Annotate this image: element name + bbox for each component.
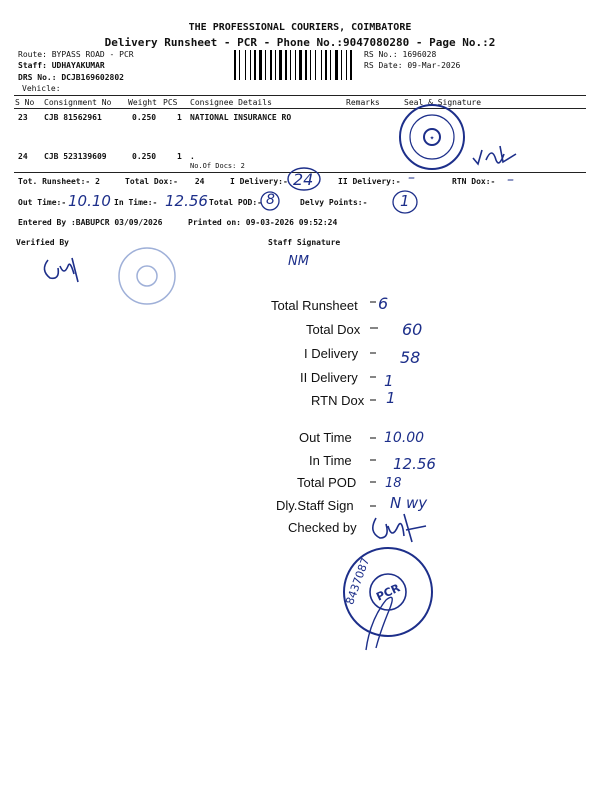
col-pcs: PCS [163,98,178,107]
summary-value-dly-staff-sign: N wy [390,494,428,512]
row1-pcs: 1 [177,113,182,122]
barcode-bar [250,50,251,80]
runsheet-title: Delivery Runsheet - PCR - Phone No.:9047080280 - Page No.:2 [104,36,496,49]
summary-label-i-delivery: I Delivery [304,346,359,361]
staff-label: Staff: [18,61,47,70]
col-remarks: Remarks [346,98,380,107]
summary-label-total-runsheet: Total Runsheet [271,298,358,313]
staff-initials: NM [288,254,309,269]
barcode-bar [295,50,296,80]
barcode-bar [323,50,324,80]
barcode-bar [254,50,256,80]
vehicle-label: Vehicle: [22,84,61,93]
summary-value-total-pod: 18 [385,476,402,491]
svg-text:✦: ✦ [429,135,435,142]
summary-label-checked-by: Checked by [288,520,357,535]
row2-sno: 24 [18,152,28,161]
col-consignment: Consignment No [44,98,112,107]
summary-value-total-dox: 60 [402,320,423,339]
barcode-bar [297,50,298,80]
barcode-bar [303,50,304,80]
barcode-bar [270,50,272,80]
rs-date-label: RS Date: [364,61,403,70]
summary-value-i-delivery: 58 [400,348,421,367]
barcode-bar [241,50,244,80]
barcode-bar [265,50,266,80]
barcode-bar [275,50,276,80]
summary-label-ii-delivery: II Delivery [300,370,358,385]
table-header-rule [14,108,586,109]
barcode-bar [257,50,258,80]
ii-delivery-label: II Delivery:- [338,177,401,186]
row2-docs: No.Of Docs: 2 [190,162,245,170]
barcode-bar [247,50,249,80]
printed-on: Printed on: 09-03-2026 09:52:24 [188,218,338,227]
staff-signature-label: Staff Signature [268,238,341,247]
barcode-bar [346,50,347,80]
total-pod-circle [259,190,281,212]
out-time-label: Out Time:- [18,198,67,207]
summary-label-total-dox: Total Dox [306,322,361,337]
drs-row [18,73,124,82]
summary-value-rtn-dox: 1 [386,389,396,407]
col-consignee: Consignee Details [190,98,272,107]
row-signature [470,140,520,170]
summary-label-total-pod: Total POD [297,475,357,490]
barcode-bar [290,50,291,80]
row1-consignee: NATIONAL INSURANCE RO [190,113,292,122]
barcode-bar [252,50,253,80]
barcode-bar [332,50,334,80]
company-name: THE PROFESSIONAL COURIERS, COIMBATORE [188,22,412,33]
barcode-bar [288,50,289,80]
barcode-bar [341,50,342,80]
barcode-bar [348,50,349,80]
row2-pcs: 1 [177,152,182,161]
rs-date-row [364,61,460,70]
drs-value: DCJB169602802 [61,73,124,82]
i-delivery-label: I Delivery:- [230,177,288,186]
barcode-bar [259,50,262,80]
tot-runsheet-label: Tot. Runsheet:- [18,177,91,186]
barcode-bar [273,50,274,80]
barcode-bar [292,50,294,80]
col-seal: Seal & Signature [404,98,482,107]
barcode-bar [317,50,320,80]
entered-by: Entered By :BABUPCR 03/09/2026 [18,218,163,227]
row1-consignment: CJB 81562961 [44,113,102,122]
summary-label-out-time: Out Time [299,430,352,445]
col-sno: S No [15,98,35,107]
tot-runsheet-row [18,177,100,186]
barcode-bar [245,50,246,80]
verified-by-label: Verified By [16,238,69,247]
route-row [18,50,134,59]
summary-value-total-runsheet: 6 [378,294,389,313]
barcode-bar [315,50,316,80]
delvy-points-value: 1 [400,192,410,210]
pcr-round-stamp [336,540,446,650]
barcode-bar [353,50,354,80]
barcode-bar [283,50,284,80]
barcode-bar [267,50,269,80]
route-label: Route: [18,50,47,59]
rtn-dox-value: – [507,172,514,188]
row2-weight: 0.250 [132,152,157,161]
rs-no-value: 1696028 [402,50,437,59]
total-dox-label: Total Dox:- [125,177,178,186]
barcode-bar [299,50,302,80]
barcode-bar [343,50,345,80]
barcode-bar [328,50,329,80]
summary-label-dly-staff-sign: Dly.Staff Sign [276,498,354,513]
summary-label-in-time: In Time [309,453,352,468]
total-pod-value: 8 [266,192,275,208]
col-weight: Weight [128,98,157,107]
staff-row [18,61,105,70]
row1-sno: 23 [18,113,28,122]
tot-runsheet-value: 2 [95,177,100,186]
table-top-rule [14,95,586,96]
barcode [234,50,360,80]
row2-consignee: . [190,152,195,161]
total-dox-value: 24 [194,177,205,186]
company-seal-stamp [392,102,472,172]
ii-delivery-value: – [408,170,415,186]
delvy-points-circle [390,188,420,216]
rs-no-label: RS No.: [364,50,398,59]
barcode-bar [234,50,236,80]
barcode-bar [312,50,314,80]
barcode-bar [277,50,278,80]
total-dox-row [125,177,204,186]
out-time-value: 10.10 [68,192,111,210]
rtn-dox-label: RTN Dox:- [452,177,496,186]
drs-label: DRS No.: [18,73,57,82]
summary-label-rtn-dox: RTN Dox [311,393,365,408]
barcode-bar [310,50,311,80]
barcode-bar [339,50,340,80]
summary-value-in-time: 12.56 [393,455,436,473]
i-delivery-circle [286,166,322,192]
in-time-value: 12.56 [165,192,208,210]
barcode-bar [308,50,309,80]
in-time-label: In Time:- [114,198,158,207]
barcode-bar [330,50,331,80]
summary-dashes [360,290,400,540]
barcode-bar [335,50,338,80]
barcode-bar [350,50,352,80]
faded-seal-stamp [110,244,185,309]
route-value: BYPASS ROAD - PCR [51,50,134,59]
barcode-bar [263,50,264,80]
barcode-bar [325,50,327,80]
barcode-bar [279,50,282,80]
barcode-bar [305,50,307,80]
stamp-number-text: 8437087 [343,555,373,607]
total-pod-label: Total POD:- [209,198,262,207]
staff-value: UDHAYAKUMAR [51,61,105,70]
summary-value-ii-delivery: 1 [384,372,394,390]
barcode-bar [285,50,287,80]
barcode-bar [321,50,322,80]
verified-signature [38,252,88,286]
rs-date-value: 09-Mar-2026 [407,61,461,70]
delvy-points-label: Delvy Points:- [300,198,368,207]
row1-weight: 0.250 [132,113,157,122]
summary-value-out-time: 10.00 [384,430,425,446]
barcode-bar [239,50,240,80]
row2-consignment: CJB 523139609 [44,152,107,161]
stamp-pcr-text: PCR [374,581,403,604]
i-delivery-value: 24 [293,170,314,189]
barcode-bar [237,50,238,80]
rs-no-row [364,50,436,59]
